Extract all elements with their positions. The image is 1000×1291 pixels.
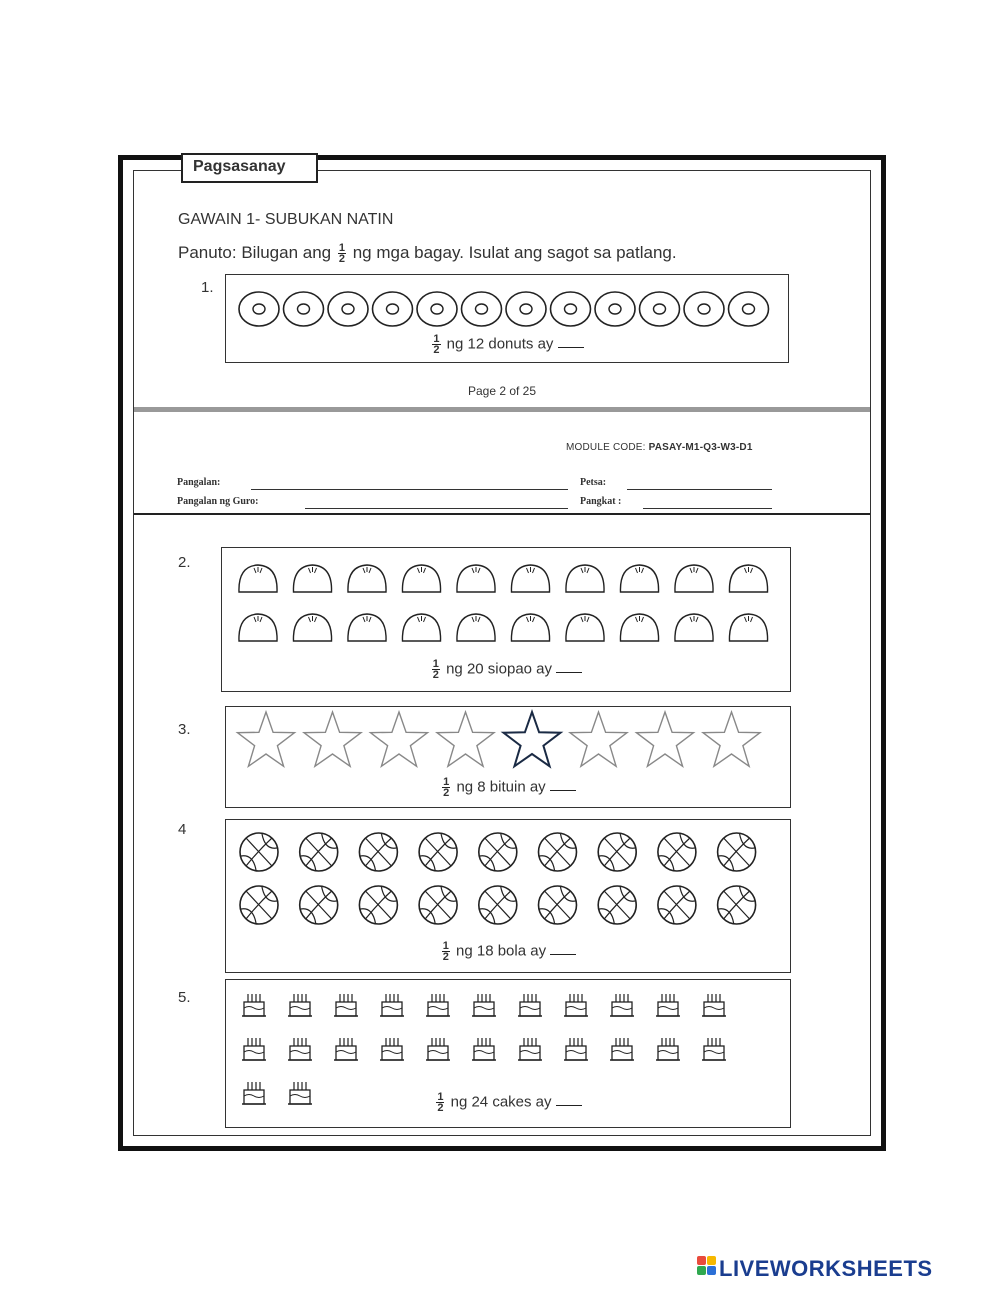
basketball-icon[interactable] [240, 886, 278, 924]
answer-blank-1[interactable] [558, 335, 584, 348]
basketball-icons [226, 820, 790, 938]
siopao-icon[interactable] [566, 614, 604, 641]
star-icon[interactable] [570, 712, 627, 766]
basketball-icon[interactable] [479, 833, 517, 871]
header-divider [134, 513, 870, 515]
answer-blank-3[interactable] [550, 778, 576, 791]
cake-icon[interactable] [518, 1038, 542, 1060]
siopao-icon[interactable] [675, 614, 713, 641]
cake-icon[interactable] [472, 1038, 496, 1060]
siopao-icons [222, 548, 790, 658]
worksheet-inner-border [133, 158, 871, 1136]
basketball-icon[interactable] [598, 886, 636, 924]
basketball-icon[interactable] [539, 833, 577, 871]
basketball-icon[interactable] [240, 833, 278, 871]
label-pangkat: Pangkat : [580, 496, 622, 507]
instructions [178, 243, 677, 264]
answer-blank-4[interactable] [550, 942, 576, 955]
star-icons [226, 707, 790, 773]
item-number-1: 1. [201, 279, 214, 296]
label-pangalan-ng-guro: Pangalan ng Guro: [177, 496, 259, 507]
siopao-icon[interactable] [566, 565, 604, 592]
item-box-4 [225, 819, 791, 973]
siopao-icon[interactable] [620, 565, 658, 592]
cake-icon[interactable] [380, 1038, 404, 1060]
worksheet-page [118, 155, 886, 1151]
item-box-2 [221, 547, 791, 692]
basketball-icon[interactable] [718, 833, 756, 871]
star-icon[interactable] [371, 712, 428, 766]
siopao-icon[interactable] [675, 565, 713, 592]
cake-icon[interactable] [288, 1038, 312, 1060]
star-icon[interactable] [703, 712, 760, 766]
item-caption-4: $\frac{1}{2}$ ng 18 bola ay [226, 941, 790, 962]
cake-icon[interactable] [656, 994, 680, 1016]
cake-icon[interactable] [564, 1038, 588, 1060]
donut-icon[interactable] [239, 292, 279, 326]
siopao-icon[interactable] [239, 614, 277, 641]
brand-name: LIVEWORKSHEETS [719, 1256, 933, 1281]
star-icon[interactable] [238, 712, 295, 766]
basketball-icon[interactable] [658, 833, 696, 871]
guro-field[interactable] [305, 508, 568, 509]
siopao-icon[interactable] [511, 565, 549, 592]
module-code: MODULE CODE: PASAY-M1-Q3-W3-D1 [566, 442, 753, 453]
donut-icon[interactable] [595, 292, 635, 326]
basketball-icon[interactable] [658, 886, 696, 924]
item-caption-3: $\frac{1}{2}$ ng 8 bituin ay [226, 777, 790, 798]
cake-icon[interactable] [426, 994, 450, 1016]
donut-icon[interactable] [373, 292, 413, 326]
instructions-before: Panuto: Bilugan ang [178, 243, 332, 262]
label-pangalan: Pangalan: [177, 477, 221, 488]
siopao-icon[interactable] [348, 565, 386, 592]
cake-icon[interactable] [380, 994, 404, 1016]
page-footer: Page 2 of 25 [467, 384, 537, 398]
cake-icon[interactable] [472, 994, 496, 1016]
cake-icon[interactable] [610, 1038, 634, 1060]
pangalan-field[interactable] [251, 489, 568, 490]
half-fraction: $\frac{1}{2}$ [338, 242, 345, 266]
item-caption-2: $\frac{1}{2}$ ng 20 siopao ay [222, 659, 790, 680]
siopao-icon[interactable] [729, 565, 767, 592]
donut-icon[interactable] [462, 292, 502, 326]
cake-icon[interactable] [702, 994, 726, 1016]
donut-icons [226, 275, 788, 335]
donut-icon[interactable] [640, 292, 680, 326]
cake-icon[interactable] [334, 994, 358, 1016]
basketball-icon[interactable] [419, 886, 457, 924]
cake-icon[interactable] [518, 994, 542, 1016]
siopao-icon[interactable] [348, 614, 386, 641]
donut-icon[interactable] [417, 292, 457, 326]
basketball-icon[interactable] [359, 886, 397, 924]
item-number-2: 2. [178, 554, 191, 571]
basketball-icon[interactable] [718, 886, 756, 924]
cake-icon[interactable] [656, 1038, 680, 1060]
cake-icon[interactable] [610, 994, 634, 1016]
item-caption-1: $\frac{1}{2}$ ng 12 donuts ay [226, 334, 788, 355]
siopao-icon[interactable] [402, 565, 440, 592]
siopao-icon[interactable] [620, 614, 658, 641]
cake-icon[interactable] [426, 1038, 450, 1060]
donut-icon[interactable] [684, 292, 724, 326]
siopao-icon[interactable] [457, 614, 495, 641]
siopao-icon[interactable] [293, 565, 331, 592]
cake-icon[interactable] [288, 994, 312, 1016]
answer-blank-5[interactable] [556, 1093, 582, 1106]
star-icon[interactable] [437, 712, 494, 766]
siopao-icon[interactable] [402, 614, 440, 641]
star-icon[interactable] [504, 712, 561, 766]
donut-icon[interactable] [506, 292, 546, 326]
instructions-after: ng mga bagay. Isulat ang sagot sa patlang. [352, 243, 677, 262]
section-tab: Pagsasanay [181, 153, 318, 183]
basketball-icon[interactable] [539, 886, 577, 924]
basketball-icon[interactable] [300, 886, 338, 924]
cake-icon[interactable] [702, 1038, 726, 1060]
cake-icon[interactable] [242, 994, 266, 1016]
item-number-4: 4 [178, 821, 187, 838]
star-icon[interactable] [304, 712, 361, 766]
basketball-icon[interactable] [598, 833, 636, 871]
item-box-5 [225, 979, 791, 1128]
siopao-icon[interactable] [293, 614, 331, 641]
brand-icon [697, 1256, 715, 1282]
item-number-3: 3. [178, 721, 191, 738]
basketball-icon[interactable] [300, 833, 338, 871]
donut-icon[interactable] [729, 292, 769, 326]
siopao-icon[interactable] [511, 614, 549, 641]
pangkat-field[interactable] [643, 508, 772, 509]
liveworksheets-logo[interactable] [697, 1256, 933, 1282]
siopao-icon[interactable] [239, 565, 277, 592]
basketball-icon[interactable] [479, 886, 517, 924]
item-caption-5: $\frac{1}{2}$ ng 24 cakes ay [226, 1092, 790, 1113]
basketball-icon[interactable] [359, 833, 397, 871]
item-number-5: 5. [178, 989, 191, 1006]
donut-icon[interactable] [328, 292, 368, 326]
donut-icon[interactable] [284, 292, 324, 326]
petsa-field[interactable] [627, 489, 772, 490]
cake-icon[interactable] [242, 1038, 266, 1060]
activity-title: GAWAIN 1- SUBUKAN NATIN [178, 211, 394, 228]
siopao-icon[interactable] [729, 614, 767, 641]
cake-icon[interactable] [564, 994, 588, 1016]
donut-icon[interactable] [551, 292, 591, 326]
cake-icon[interactable] [334, 1038, 358, 1060]
label-petsa: Petsa: [580, 477, 607, 488]
basketball-icon[interactable] [419, 833, 457, 871]
answer-blank-2[interactable] [556, 660, 582, 673]
page-separator [134, 407, 870, 412]
siopao-icon[interactable] [457, 565, 495, 592]
star-icon[interactable] [637, 712, 694, 766]
item-box-3 [225, 706, 791, 808]
item-box-1 [225, 274, 789, 363]
